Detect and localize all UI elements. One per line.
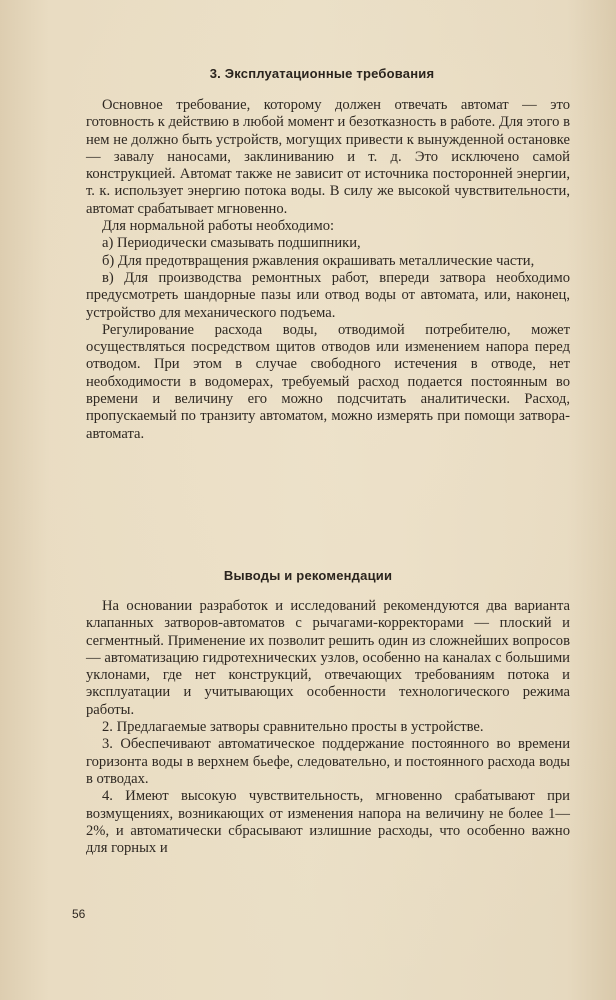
list-item: а) Периодически смазывать подшипники, [102, 235, 361, 252]
list-item: б) Для предотвращения ржавления окрашивать металлические части, [102, 252, 535, 269]
section-body-operational-requirements [86, 97, 570, 443]
paragraph: На основании разработок и исследований рекомендуются два варианта клапанных затворов-автоматов с рычагами-корректорами — плоский и сегментный. Применение их позволит решить один из сложнейших вопросов — автоматизацию гидротехнических узлов, особенно на каналах с большими уклонами, где нет конструкций, отвечающих требованиям потока и эксплуатации и учитывающих особенности технологического режима работы. [86, 598, 570, 718]
section-title-operational-requirements: 3. Эксплуатационные требования [209, 66, 435, 81]
list-item: 4. Имеют высокую чувствительность, мгновенно срабатывают при возмущениях, возникающих от изменения напора на величину не более 1—2%, и автоматически сбрасывают излишние расходы, что особенно важно для горных и [86, 788, 570, 857]
paragraph: Регулирование расхода воды, отводимой потребителю, может осуществляться посредством щитов отводов или изменением напора перед отводом. При этом в случае свободного истечения в отводе, нет необходимости в водомерах, требуемый расход подается постоянным во времени и величину его можно подсчитать аналитически. Расход, пропускаемый по транзиту автоматом, можно измерять при помощи затвора-автомата. [86, 321, 570, 442]
page-number: 56 [72, 907, 86, 921]
section-body-conclusions [86, 598, 570, 857]
list-item: 2. Предлагаемые затворы сравнительно просты в устройстве. [102, 719, 484, 736]
paragraph: Основное требование, которому должен отвечать автомат — это готовность к действию в любой момент и безотказность в работе. Для этого в нем не должно быть устройств, могущих привести к вынужденной остановке — завалу наносами, заклиниванию и т. д. Это исключено самой конструкцией. Автомат также не зависит от источника посторонней энергии, т. к. использует энергию потока воды. В силу же высокой чувствительности, автомат срабатывает мгновенно. [86, 97, 570, 217]
section-title-conclusions: Выводы и рекомендации [223, 568, 393, 583]
list-item: в) Для производства ремонтных работ, впереди затвора необходимо предусмотреть шандорные пазы или отвод воды от автомата, или, наконец, устройство для механического подъема. [86, 269, 570, 321]
paragraph: Для нормальной работы необходимо: [102, 218, 335, 235]
list-item: 3. Обеспечивают автоматическое поддержание постоянного во времени горизонта воды в верхнем бьефе, следовательно, и постоянного расхода воды в отводах. [86, 736, 570, 787]
